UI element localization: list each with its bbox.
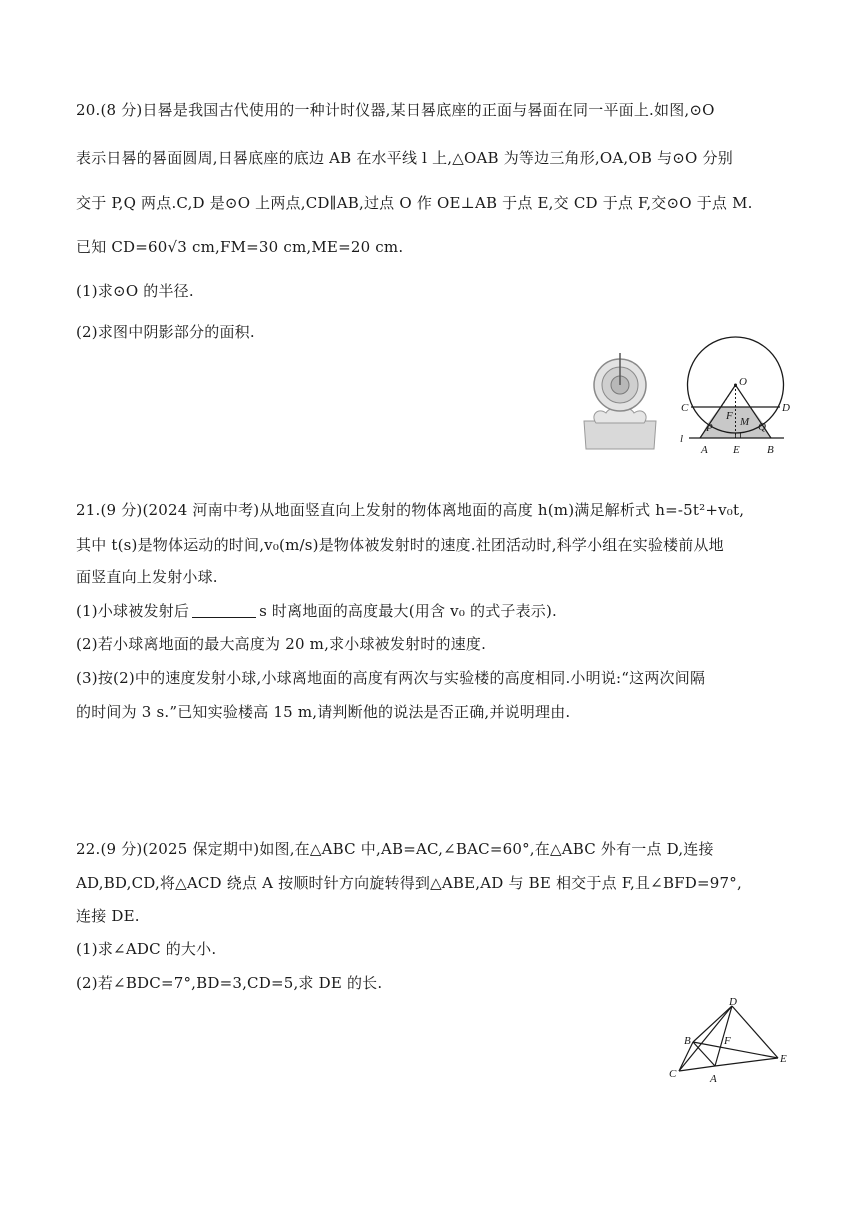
q22-label-B: B bbox=[684, 1035, 691, 1047]
q21-stem-line2: 其中 t(s)是物体运动的时间,v₀(m/s)是物体被发射时的速度.社团活动时,科学小组在实验楼前从地 bbox=[76, 536, 724, 554]
q22-label-D: D bbox=[729, 996, 737, 1008]
q22-label-C: C bbox=[669, 1068, 677, 1080]
q20-label-D: D bbox=[782, 402, 790, 414]
q21-part3-line2: 的时间为 3 s.”已知实验楼高 15 m,请判断他的说法是否正确,并说明理由. bbox=[76, 703, 571, 721]
q20-label-B: B bbox=[767, 444, 774, 456]
q22-stem-line1: 22.(9 分)(2025 保定期中)如图,在△ABC 中,AB=AC,∠BAC=60°,在△ABC 外有一点 D,连接 bbox=[76, 840, 714, 858]
q20-stem-line2: 表示日晷的晷面圆周,日晷底座的底边 AB 在水平线 l 上,△OAB 为等边三角形,OA,OB 与⊙O 分别 bbox=[76, 149, 733, 167]
q22-part1: (1)求∠ADC 的大小. bbox=[76, 940, 217, 958]
q21-stem-line3: 面竖直向上发射小球. bbox=[76, 568, 218, 586]
q20-label-l: l bbox=[680, 433, 684, 445]
q22-label-A: A bbox=[710, 1073, 717, 1085]
q22-diagram bbox=[665, 995, 795, 1095]
q20-part1: (1)求⊙O 的半径. bbox=[76, 282, 194, 300]
q20-label-M: M bbox=[740, 416, 750, 428]
q21-answer-blank[interactable] bbox=[192, 603, 256, 618]
q20-label-E: E bbox=[733, 444, 740, 456]
q20-label-C: C bbox=[681, 402, 689, 414]
q22-stem-line2: AD,BD,CD,将△ACD 绕点 A 按顺时针方向旋转得到△ABE,AD 与 BE 相交于点 F,且∠BFD=97°, bbox=[76, 874, 742, 892]
q20-stem-line3: 交于 P,Q 两点.C,D 是⊙O 上两点,CD∥AB,过点 O 作 OE⊥AB 于点 E,交 CD 于点 F,交⊙O 于点 M. bbox=[76, 194, 753, 212]
q20-label-F: F bbox=[726, 410, 733, 422]
q22-label-E: E bbox=[780, 1053, 787, 1065]
q20-label-Q: Q bbox=[758, 421, 766, 433]
q22-part2: (2)若∠BDC=7°,BD=3,CD=5,求 DE 的长. bbox=[76, 974, 383, 992]
q21-part1-prefix: (1)小球被发射后 bbox=[76, 602, 190, 620]
q21-part1-suffix: s 时离地面的高度最大(用含 v₀ 的式子表示). bbox=[259, 602, 558, 620]
q22-label-F: F bbox=[724, 1035, 731, 1047]
q21-part3-line1: (3)按(2)中的速度发射小球,小球离地面的高度有两次与实验楼的高度相同.小明说:“这两次间隔 bbox=[76, 669, 706, 687]
sundial-photo bbox=[580, 345, 660, 455]
q21-part2: (2)若小球离地面的最大高度为 20 m,求小球被发射时的速度. bbox=[76, 635, 487, 653]
q20-label-P: P bbox=[706, 422, 713, 434]
q20-label-O: O bbox=[739, 376, 747, 388]
q20-part2: (2)求图中阴影部分的面积. bbox=[76, 323, 255, 341]
q20-label-A: A bbox=[701, 444, 708, 456]
q20-stem-line1: 20.(8 分)日晷是我国古代使用的一种计时仪器,某日晷底座的正面与晷面在同一平面上.如图,⊙O bbox=[76, 101, 715, 119]
q21-part1 bbox=[76, 601, 796, 621]
q20-stem-line4: 已知 CD=60√3 cm,FM=30 cm,ME=20 cm. bbox=[76, 238, 404, 256]
q21-stem-line1: 21.(9 分)(2024 河南中考)从地面竖直向上发射的物体离地面的高度 h(m)满足解析式 h=-5t²+v₀t, bbox=[76, 501, 745, 519]
q22-stem-line3: 连接 DE. bbox=[76, 907, 140, 925]
q20-diagram bbox=[680, 345, 792, 457]
